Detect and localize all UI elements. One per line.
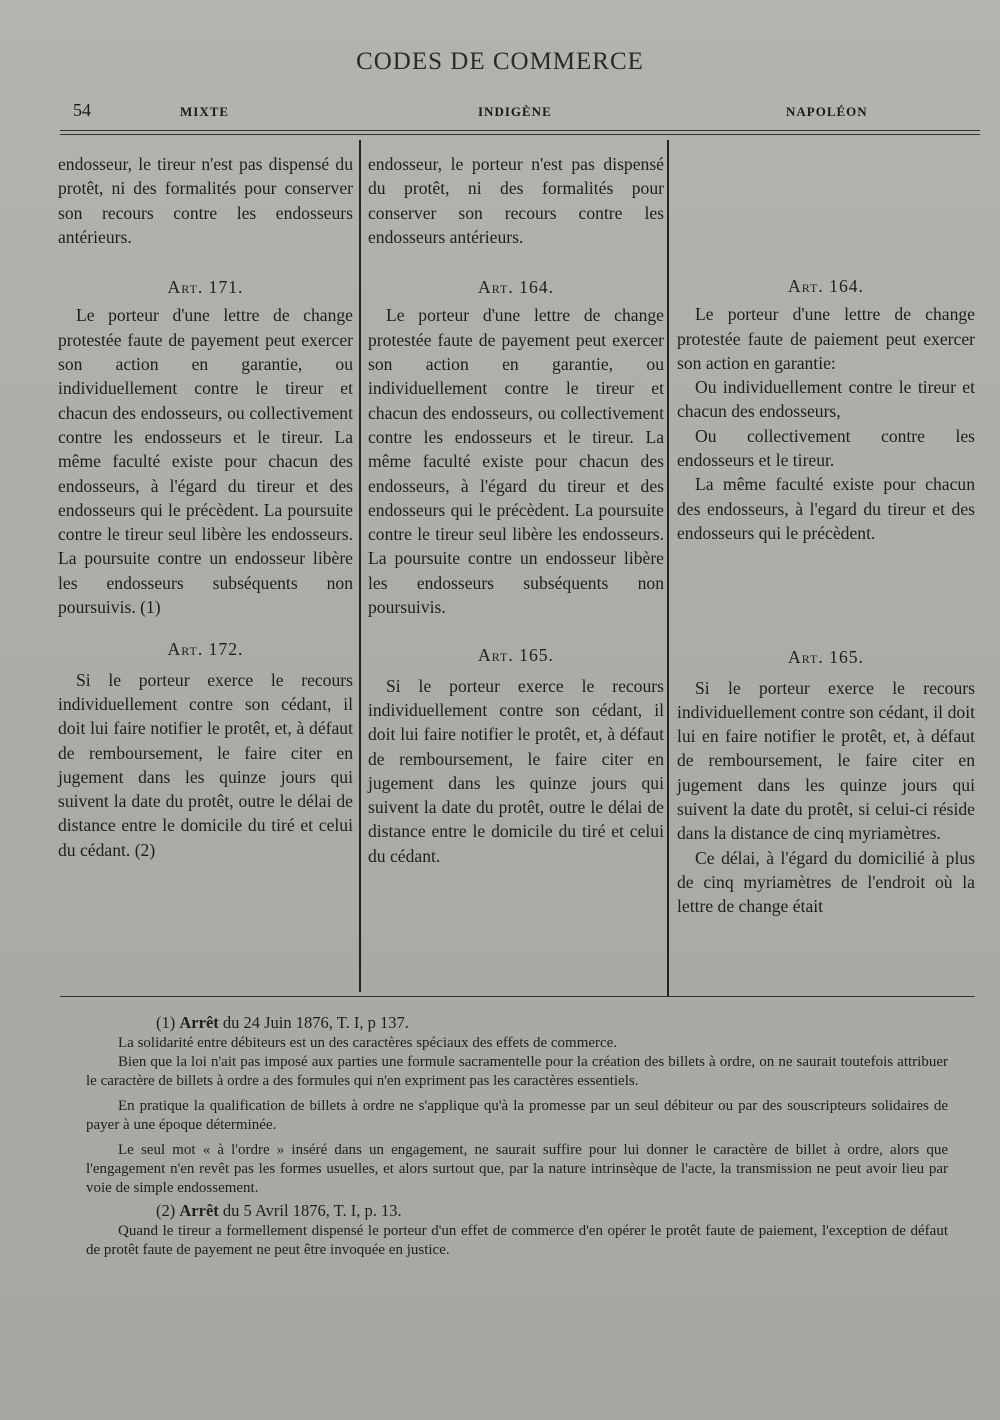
footnote-text: Le seul mot « à l'ordre » inséré dans un engagement, ne saurait suffire pour lui donner le caractère de billet à ordre, alors que l'engagement n'en revêt pas les formes usuelles, et alors surtout que, par la nature intrinsèque de l'acte, la transmission ne peut avoir lieu par voie de simple endossement.	[86, 1142, 948, 1196]
column-header-mixte: MIXTE	[180, 104, 230, 119]
article-text: Le porteur d'une lettre de change protestée faute de paiement peut exercer son action en garantie:	[677, 304, 975, 373]
footnote-2-reference	[156, 1200, 948, 1222]
running-header	[0, 102, 1000, 122]
article-text: Si le porteur exerce le recours individuellement contre son cédant, il doit lui faire notifier le protêt, et, à défaut de remboursement, le faire citer en jugement dans les quinze jours qui suivent la date du protêt, outre le délai de distance entre le domicile du tiré et celui du cédant. (2)	[58, 669, 353, 860]
article-text: Le porteur d'une lettre de change protestée faute de payement peut exercer son action en garantie, ou individuellement contre le tireur et chacun des endosseurs, ou collectivement contre les endosseurs et le tireur. La même faculté existe pour chacun des endosseurs, à l'égard du tireur et des endosseurs qui le précèdent. La poursuite contre le tireur seul libère les endosseurs. La poursuite contre un endosseur libère les endosseurs subséquents non poursuivis. (1)	[58, 305, 353, 618]
article-heading: Art. 172.	[167, 639, 244, 660]
article-heading: Art. 165.	[788, 647, 864, 668]
continuation-text: endosseur, le tireur n'est pas dispensé du protêt, ni des formalités pour conserver son recours contre les endosseurs antérieurs.	[58, 154, 353, 247]
page-number: 54	[73, 100, 91, 120]
article-heading: Art. 165.	[478, 645, 554, 666]
footnote-label: Arrêt	[179, 1013, 219, 1032]
column-header-napoleon: NAPOLÉON	[786, 104, 868, 119]
column-divider-2	[667, 140, 669, 996]
article-heading: Art. 164.	[478, 277, 554, 298]
footnote-text: La solidarité entre débiteurs est un des caractères spéciaux des effets de commerce.	[118, 1035, 618, 1051]
column-header-indigene: INDIGÈNE	[478, 104, 552, 119]
article-text: Ce délai, à l'égard du domicilié à plus de cinq myriamètres de l'endroit où la lettre de change était	[677, 847, 975, 917]
article-text: La même faculté existe pour chacun des endosseurs, à l'egard du tireur et des endosseurs qui le précèdent.	[677, 474, 975, 543]
header-rule-top	[60, 130, 980, 131]
footnote-rule	[60, 996, 975, 997]
article-text: Si le porteur exerce le recours individuellement contre son cédant, il doit lui faire notifier le protêt, et, à défaut de remboursement, le faire citer en jugement dans les quinze jours qui suivent la date du protêt, outre le délai de distance entre le domicile du tiré et celui du cédant.	[368, 675, 664, 866]
header-rule-bottom	[60, 134, 980, 135]
footnote-text: Quand le tireur a formellement dispensé le porteur d'un effet de commerce d'en opérer le protêt faute de paiement, l'exception de défaut de protêt faute de payement ne peut être invoquée en justice.	[86, 1223, 948, 1258]
column-napoleon	[677, 152, 975, 919]
article-text: Si le porteur exerce le recours individuellement contre son cédant, il doit lui en faire notifier le protêt, et, à défaut de remboursement, le faire citer en jugement dans les quinze jours qui suivent la date du protêt, si celui-ci réside dans la distance de cinq myriamètres.	[677, 677, 975, 844]
column-divider-1	[359, 140, 361, 992]
article-heading: Art. 164.	[788, 276, 864, 296]
footnote-marker: (2)	[156, 1201, 176, 1220]
article-text: Ou collectivement contre les endosseurs et le tireur.	[677, 425, 975, 471]
article-text: Le porteur d'une lettre de change protestée faute de payement peut exercer son action en garantie, ou individuellement contre le tireur et chacun des endosseurs, ou collectivement contre les endosseurs et le tireur. La même faculté existe pour chacun des endosseurs, à l'égard du tireur et des endosseurs qui le précèdent. La poursuite contre le tireur seul libère les endosseurs. La poursuite contre un endosseur libère les endosseurs subséquents non poursuivis.	[368, 305, 664, 618]
footnotes	[86, 1012, 948, 1260]
page-title: CODES DE COMMERCE	[356, 48, 644, 75]
footnote-label: Arrêt	[179, 1201, 219, 1220]
footnote-text: Bien que la loi n'ait pas imposé aux parties une formule sacramentelle pour la création des billets à ordre, on ne saurait toutefois attribuer le caractère de billets à ordre a des formules qui n'en expriment pas les caractères essentiels.	[86, 1054, 948, 1089]
continuation-text: endosseur, le porteur n'est pas dispensé du protêt, ni des formalités pour conserver son recours contre les endosseurs antérieurs.	[368, 154, 664, 247]
column-indigene	[368, 152, 664, 868]
footnote-1-reference	[156, 1012, 948, 1034]
article-heading: Art. 171.	[167, 277, 244, 298]
footnote-citation: du 5 Avril 1876, T. I, p. 13.	[222, 1201, 402, 1220]
column-mixte	[58, 152, 353, 862]
article-text: Ou individuellement contre le tireur et chacun des endosseurs,	[677, 377, 975, 422]
footnote-text: En pratique la qualification de billets à ordre ne s'applique qu'à la promesse par un seul débiteur ou par des souscripteurs solidaires de payer à une époque déterminée.	[86, 1098, 948, 1133]
footnote-marker: (1)	[156, 1013, 176, 1032]
footnote-citation: du 24 Juin 1876, T. I, p 137.	[222, 1013, 409, 1032]
